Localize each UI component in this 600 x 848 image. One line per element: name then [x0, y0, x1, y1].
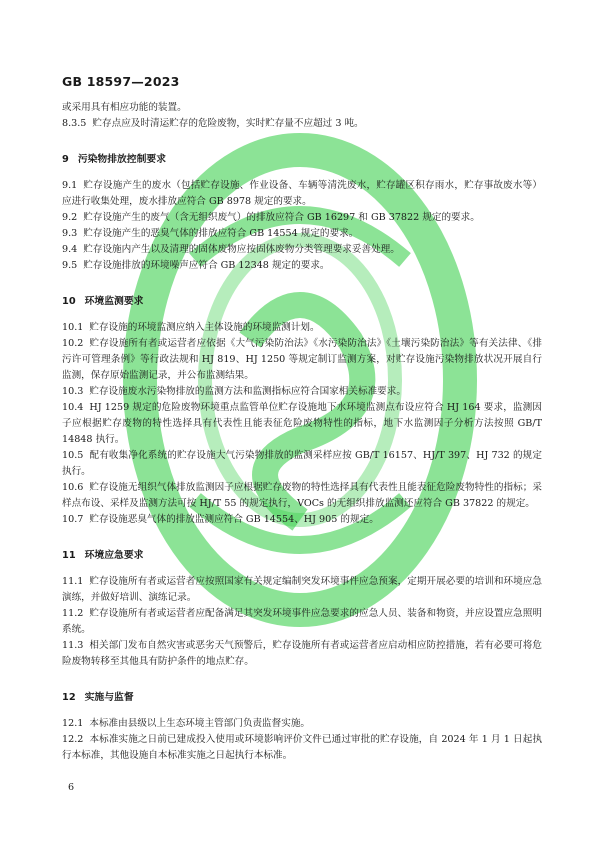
section-number: 10 — [62, 296, 76, 307]
document-body — [62, 100, 542, 764]
clause-number: 10.6 — [62, 482, 84, 493]
clause-text: HJ 1259 规定的危险废物环境重点监管单位贮存设施地下水环境监测点布设应符合 HJ 164 要求，监测因子应根据贮存废物的特性选择具有代表性且能表征危险废物特性的指标，地下水监测因子分析方法按照 GB/T 14848 执行。 — [62, 402, 542, 445]
section-spacer — [62, 706, 542, 716]
clause-text: 贮存设施所有者或运营者应依据《大气污染防治法》《水污染防治法》《土壤污染防治法》等有关法律、《排污许可管理条例》等行政法规和 HJ 819、HJ 1250 等规定制订监测方案，对贮存设施污染物排放状况开展自行监测，保存原始监测记录，并公布监测结果。 — [62, 338, 542, 381]
clause-paragraph — [62, 716, 542, 732]
section-number: 9 — [62, 154, 69, 165]
clause-paragraph — [62, 448, 542, 480]
section-heading — [62, 690, 542, 706]
page-number: 6 — [68, 782, 75, 793]
section-heading — [62, 548, 542, 564]
clause-number: 10.1 — [62, 322, 84, 333]
clause-text: 本标准由县级以上生态环境主管部门负责监督实施。 — [89, 718, 311, 729]
clause-text: 或采用具有相应功能的装置。 — [62, 102, 187, 113]
section-heading — [62, 152, 542, 168]
clause-number: 11.2 — [62, 608, 84, 619]
clause-text: 贮存设施产生的废水（包括贮存设施、作业设备、车辆等清洗废水，贮存罐区积存雨水，贮存事故废水等）应进行收集处理，废水排放应符合 GB 8978 规定的要求。 — [62, 180, 542, 207]
clause-paragraph — [62, 480, 542, 512]
clause-paragraph — [62, 336, 542, 384]
section-spacer — [62, 168, 542, 178]
section-spacer — [62, 132, 542, 152]
clause-text: 贮存设施产生的恶臭气体的排放应符合 GB 14554 规定的要求。 — [83, 228, 359, 239]
section-heading — [62, 294, 542, 310]
clause-paragraph — [62, 732, 542, 764]
clause-number: 8.3.5 — [62, 118, 87, 129]
clause-text: 本标准实施之日前已建成投入使用或环境影响评价文件已通过审批的贮存设施，自 2024 年 1 月 1 日起执行本标准，其他设施自本标准实施之日起执行本标准。 — [62, 734, 542, 761]
clause-paragraph — [62, 210, 542, 226]
clause-text: 贮存设施排放的环境噪声应符合 GB 12348 规定的要求。 — [83, 260, 330, 271]
clause-number: 9.5 — [62, 260, 78, 271]
clause-number: 11.3 — [62, 640, 84, 651]
clause-paragraph — [62, 226, 542, 242]
clause-paragraph — [62, 116, 542, 132]
clause-number: 9.2 — [62, 212, 78, 223]
section-title: 污染物排放控制要求 — [77, 154, 166, 165]
clause-number: 9.3 — [62, 228, 78, 239]
clause-paragraph — [62, 242, 542, 258]
clause-paragraph — [62, 100, 542, 116]
clause-number: 10.4 — [62, 402, 84, 413]
clause-paragraph — [62, 258, 542, 274]
section-spacer — [62, 310, 542, 320]
clause-paragraph — [62, 400, 542, 448]
clause-text: 贮存设施产生的废气（含无组织废气）的排放应符合 GB 16297 和 GB 37822 规定的要求。 — [83, 212, 480, 223]
clause-paragraph — [62, 178, 542, 210]
standard-code: GB 18597—2023 — [62, 74, 180, 89]
clause-text: 贮存设施恶臭气体的排放监测应符合 GB 14554、HJ 905 的规定。 — [89, 514, 379, 525]
section-spacer — [62, 564, 542, 574]
section-spacer — [62, 274, 542, 294]
clause-text: 贮存设施内产生以及清理的固体废物应按固体废物分类管理要求妥善处理。 — [83, 244, 400, 255]
section-title: 实施与监督 — [84, 692, 134, 703]
clause-paragraph — [62, 384, 542, 400]
clause-number: 10.3 — [62, 386, 84, 397]
clause-paragraph — [62, 638, 542, 670]
clause-number: 9.1 — [62, 180, 78, 191]
clause-text: 贮存设施的环境监测应纳入主体设施的环境监测计划。 — [89, 322, 320, 333]
clause-number: 9.4 — [62, 244, 78, 255]
clause-number: 12.1 — [62, 718, 84, 729]
clause-paragraph — [62, 320, 542, 336]
section-spacer — [62, 528, 542, 548]
clause-number: 11.1 — [62, 576, 84, 587]
clause-text: 贮存设施无组织气体排放监测因子应根据贮存废物的特性选择具有代表性且能表征危险废物特性的指标；采样点布设、采样及监测方法可按 HJ/T 55 的规定执行，VOCs 的无组织排放监测还应符合 GB 37822 的规定。 — [62, 482, 542, 509]
clause-number: 12.2 — [62, 734, 84, 745]
clause-text: 相关部门发布自然灾害或恶劣天气预警后，贮存设施所有者或运营者应启动相应防控措施，若有必要可将危险废物转移至其他具有防护条件的地点贮存。 — [62, 640, 542, 667]
clause-number: 10.2 — [62, 338, 84, 349]
clause-paragraph — [62, 606, 542, 638]
section-number: 12 — [62, 692, 76, 703]
section-title: 环境监测要求 — [84, 296, 144, 307]
section-spacer — [62, 670, 542, 690]
clause-text: 贮存点应及时清运贮存的危险废物，实时贮存量不应超过 3 吨。 — [92, 118, 364, 129]
clause-text: 贮存设施废水污染物排放的监测方法和监测指标应符合国家相关标准要求。 — [89, 386, 406, 397]
clause-paragraph — [62, 574, 542, 606]
section-title: 环境应急要求 — [84, 550, 144, 561]
clause-text: 贮存设施所有者或运营者应配备满足其突发环境事件应急要求的应急人员、装备和物资，并应设置应急照明系统。 — [62, 608, 542, 635]
clause-paragraph — [62, 512, 542, 528]
clause-text: 配有收集净化系统的贮存设施大气污染物排放的监测采样应按 GB/T 16157、HJ/T 397、HJ 732 的规定执行。 — [62, 450, 542, 477]
clause-number: 10.7 — [62, 514, 84, 525]
clause-text: 贮存设施所有者或运营者应按照国家有关规定编制突发环境事件应急预案，定期开展必要的培训和环境应急演练，并做好培训、演练记录。 — [62, 576, 542, 603]
clause-number: 10.5 — [62, 450, 84, 461]
section-number: 11 — [62, 550, 76, 561]
